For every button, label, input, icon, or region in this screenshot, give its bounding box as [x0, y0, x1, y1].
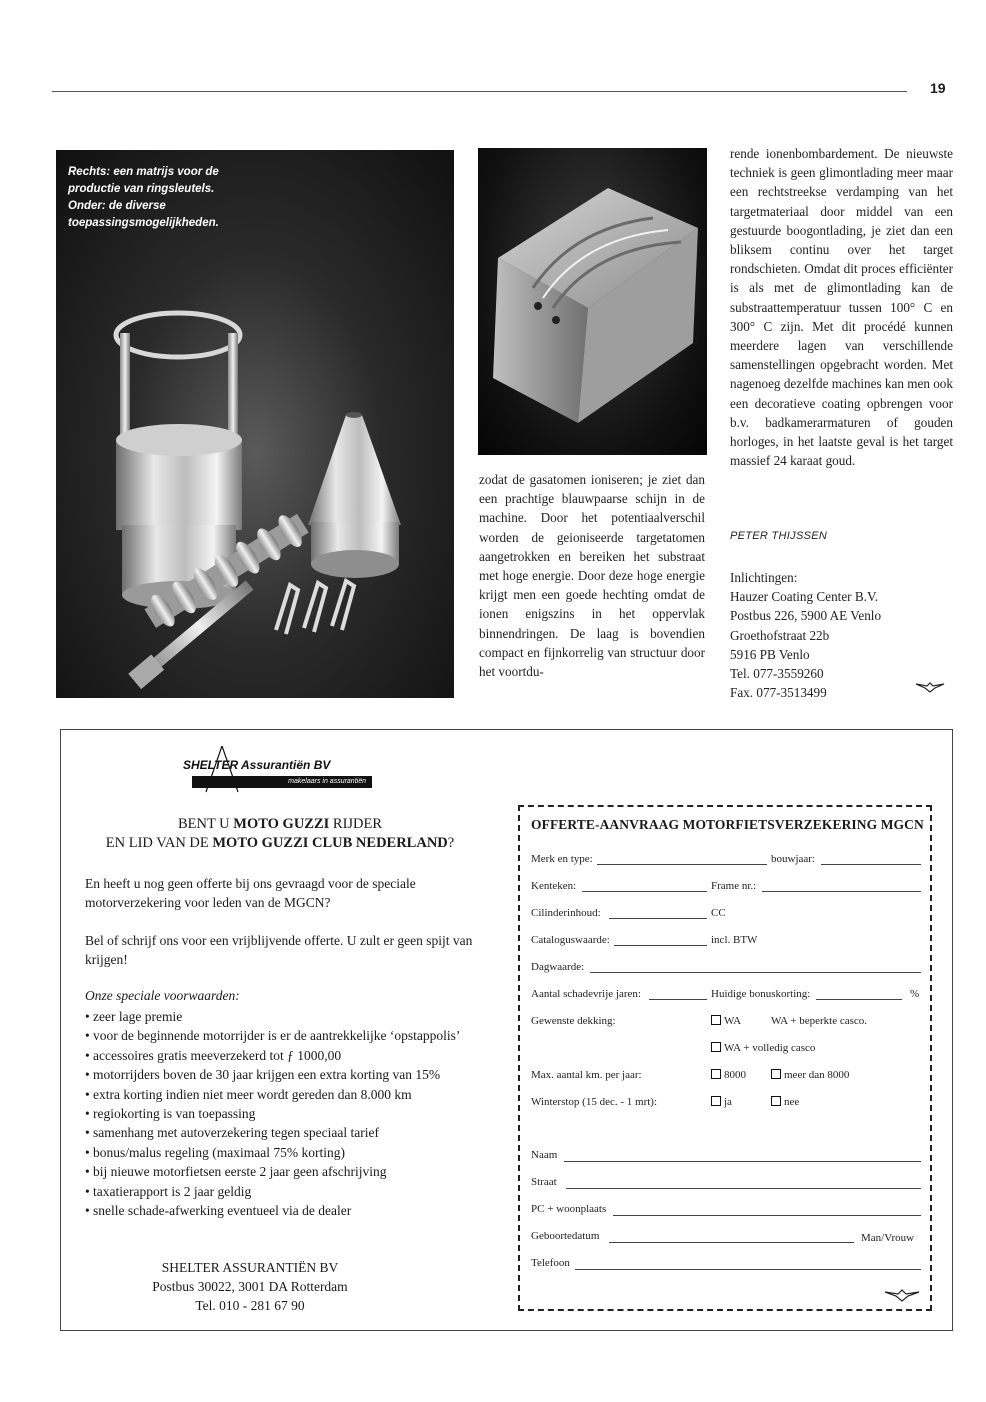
conditions-list: [85, 1007, 485, 1220]
option-meer-8000[interactable]: [771, 1069, 849, 1081]
label-btw: incl. BTW: [711, 934, 758, 946]
article-column-right: rende ionenbombardement. De nieuwste techniek is geen glimontlading meer maar een rechtstreekse verdamping van het targetmateriaal door middel van een gestuurde boogontlading, je ziet dan een bliksem continu over het target rondschieten. Omdat dit proces efficiënter is als met de glimontlading kan de substraattemperatuur tussen 100° C en 300° C zijn. Met dit procédé kunnen meerdere lagen van verschillende samenstellingen opgebracht worden. Met nagenoeg dezelfde machines kan men ook een decoratieve coating opbrengen voor b.v. badkamerarmaturen of gouden horloges, in het laatste geval is het target massief 24 karaat goud.: [730, 146, 953, 469]
headline-text: RIJDER: [329, 816, 383, 832]
logo-name: SHELTER Assurantiën BV: [183, 758, 331, 772]
list-item: • samenhang met autoverzekering tegen speciaal tarief: [85, 1123, 485, 1142]
info-line: Hauzer Coating Center B.V.: [730, 589, 879, 605]
headline-bold: MOTO GUZZI: [233, 816, 330, 832]
ad-address: [85, 1258, 415, 1315]
dagwaarde-field[interactable]: [590, 972, 921, 973]
form-title: OFFERTE-AANVRAAG MOTORFIETSVERZEKERING MGCN: [531, 817, 924, 832]
die-illustration: [478, 148, 707, 455]
address-line: Postbus 30022, 3001 DA Rotterdam: [152, 1279, 348, 1294]
article-column-center: zodat de gasatomen ioniseren; je ziet dan een prachtige blauwpaarse schijn in de machine. Door het potentiaalverschil worden de geioniseerde targetatomen aangetrokken en bereiken het substraat met hoge energie. Door deze hoge energie krijgt men een goede hechting omdat de ionen enigszins in het oppervlak binnendringen. De laag is bovendien compact en fijnkorrelig van structuur door het voortdu-: [479, 472, 705, 680]
label-straat: Straat: [531, 1176, 557, 1188]
option-ja[interactable]: [711, 1096, 732, 1108]
label-cilinder: Cilinderinhoud:: [531, 907, 601, 919]
list-item: • taxatierapport is 2 jaar geldig: [85, 1182, 485, 1201]
page-number: 19: [930, 80, 946, 96]
ad-paragraph-1: En heeft u nog geen offerte bij ons gevraagd voor de speciale motorverzekering voor leden van de MGCN?: [85, 876, 416, 910]
info-line: Tel. 077-3559260: [730, 666, 824, 682]
info-line: Inlichtingen:: [730, 570, 798, 585]
label-dagwaarde: Dagwaarde:: [531, 961, 585, 973]
cilinder-field[interactable]: [609, 918, 707, 919]
kenteken-field[interactable]: [582, 891, 707, 892]
option-nee[interactable]: [771, 1096, 799, 1108]
label-bonus: Huidige bonuskorting:: [711, 988, 811, 1000]
info-line: Fax. 077-3513499: [730, 685, 827, 701]
option-label: WA: [724, 1015, 742, 1027]
tools-illustration: [56, 150, 454, 698]
info-line: Postbus 226, 5900 AE Venlo: [730, 608, 882, 624]
naam-field[interactable]: [564, 1161, 921, 1162]
checkbox-wa[interactable]: [711, 1015, 721, 1025]
info-line: Groethofstraat 22b: [730, 627, 830, 643]
headline-text: BENT U: [177, 816, 234, 832]
label-winterstop: Winterstop (15 dec. - 1 mrt):: [531, 1096, 658, 1108]
headline-text: ?: [447, 835, 455, 851]
list-item: • bonus/malus regeling (maximaal 75% korting): [85, 1143, 485, 1162]
label-pc: PC + woonplaats: [531, 1203, 607, 1215]
label-schadevrij: Aantal schadevrije jaren:: [531, 988, 641, 1000]
pc-field[interactable]: [613, 1215, 921, 1216]
label-dekking: Gewenste dekking:: [531, 1015, 616, 1027]
logo-tagline: makelaars in assurantiën: [192, 776, 372, 788]
label-telefoon: Telefoon: [531, 1257, 570, 1269]
option-label: 8000: [724, 1069, 746, 1081]
checkbox-meer-8000[interactable]: [771, 1069, 781, 1079]
label-geboorte: Geboortedatum: [531, 1230, 600, 1242]
checkbox-wa-volledig[interactable]: [711, 1042, 721, 1052]
eagle-logo-icon: [884, 1287, 920, 1303]
option-label: nee: [784, 1096, 800, 1108]
option-label: WA + volledig casco: [724, 1042, 816, 1054]
label-percent: %: [910, 988, 920, 1000]
info-line: 5916 PB Venlo: [730, 646, 810, 662]
catalogus-field[interactable]: [614, 945, 707, 946]
address-line: SHELTER ASSURANTIËN BV: [161, 1260, 339, 1275]
conditions-title: Onze speciale voorwaarden:: [85, 988, 240, 1003]
headline-text: EN LID VAN DE: [105, 835, 213, 851]
product-photo-left: [56, 150, 454, 698]
label-maxkm: Max. aantal km. per jaar:: [531, 1069, 642, 1081]
list-item: • extra korting indien niet meer wordt gereden dan 8.000 km: [85, 1085, 485, 1104]
option-8000[interactable]: [711, 1069, 746, 1081]
article-author: PETER THIJSSEN: [730, 530, 828, 542]
photo-caption: Rechts: een matrijs voor de productie van ringsleutels. Onder: de diverse toepassingsmogelijkheden.: [68, 166, 219, 229]
option-wa-beperkt: WA + beperkte casco.: [771, 1015, 867, 1027]
telefoon-field[interactable]: [575, 1269, 921, 1270]
shelter-logo: [180, 744, 380, 796]
ad-headline: [80, 815, 480, 853]
list-item: • voor de beginnende motorrijder is er de aantrekkelijke ‘opstappolis’: [85, 1026, 485, 1045]
straat-field[interactable]: [566, 1188, 921, 1189]
headline-bold: MOTO GUZZI CLUB NEDERLAND: [212, 835, 448, 851]
product-photo-center: [478, 148, 707, 455]
geboorte-field[interactable]: [609, 1242, 854, 1243]
label-frame: Frame nr.:: [711, 880, 757, 892]
address-line: Tel. 010 - 281 67 90: [195, 1298, 305, 1313]
option-label: meer dan 8000: [784, 1069, 850, 1081]
checkbox-ja[interactable]: [711, 1096, 721, 1106]
frame-field[interactable]: [762, 891, 921, 892]
checkbox-nee[interactable]: [771, 1096, 781, 1106]
schadevrij-field[interactable]: [649, 999, 707, 1000]
bonus-field[interactable]: [816, 999, 902, 1000]
header-rule: [52, 91, 907, 92]
label-naam: Naam: [531, 1149, 558, 1161]
label-manvrouw: Man/Vrouw: [861, 1232, 915, 1244]
list-item: • accessoires gratis meeverzekerd tot ƒ 1000,00: [85, 1046, 485, 1065]
option-wa-volledig[interactable]: [711, 1042, 815, 1054]
list-item: • zeer lage premie: [85, 1007, 485, 1026]
ad-paragraph-2: Bel of schrijf ons voor een vrijblijvende offerte. U zult er geen spijt van krijgen!: [85, 933, 473, 967]
option-label: ja: [724, 1096, 732, 1108]
list-item: • motorrijders boven de 30 jaar krijgen een extra korting van 15%: [85, 1065, 485, 1084]
list-item: • snelle schade-afwerking eventueel via de dealer: [85, 1201, 485, 1220]
checkbox-8000[interactable]: [711, 1069, 721, 1079]
merk-field[interactable]: [597, 864, 767, 865]
option-wa[interactable]: [711, 1015, 741, 1027]
label-catalogus: Cataloguswaarde:: [531, 934, 610, 946]
eagle-logo-icon: [915, 680, 945, 694]
label-merk: Merk en type:: [531, 853, 593, 865]
label-kenteken: Kenteken:: [531, 880, 577, 892]
bouwjaar-field[interactable]: [821, 864, 921, 865]
label-cc: CC: [711, 907, 726, 919]
list-item: • regiokorting is van toepassing: [85, 1104, 485, 1123]
label-bouwjaar: bouwjaar:: [771, 853, 815, 865]
list-item: • bij nieuwe motorfietsen eerste 2 jaar geen afschrijving: [85, 1162, 485, 1181]
